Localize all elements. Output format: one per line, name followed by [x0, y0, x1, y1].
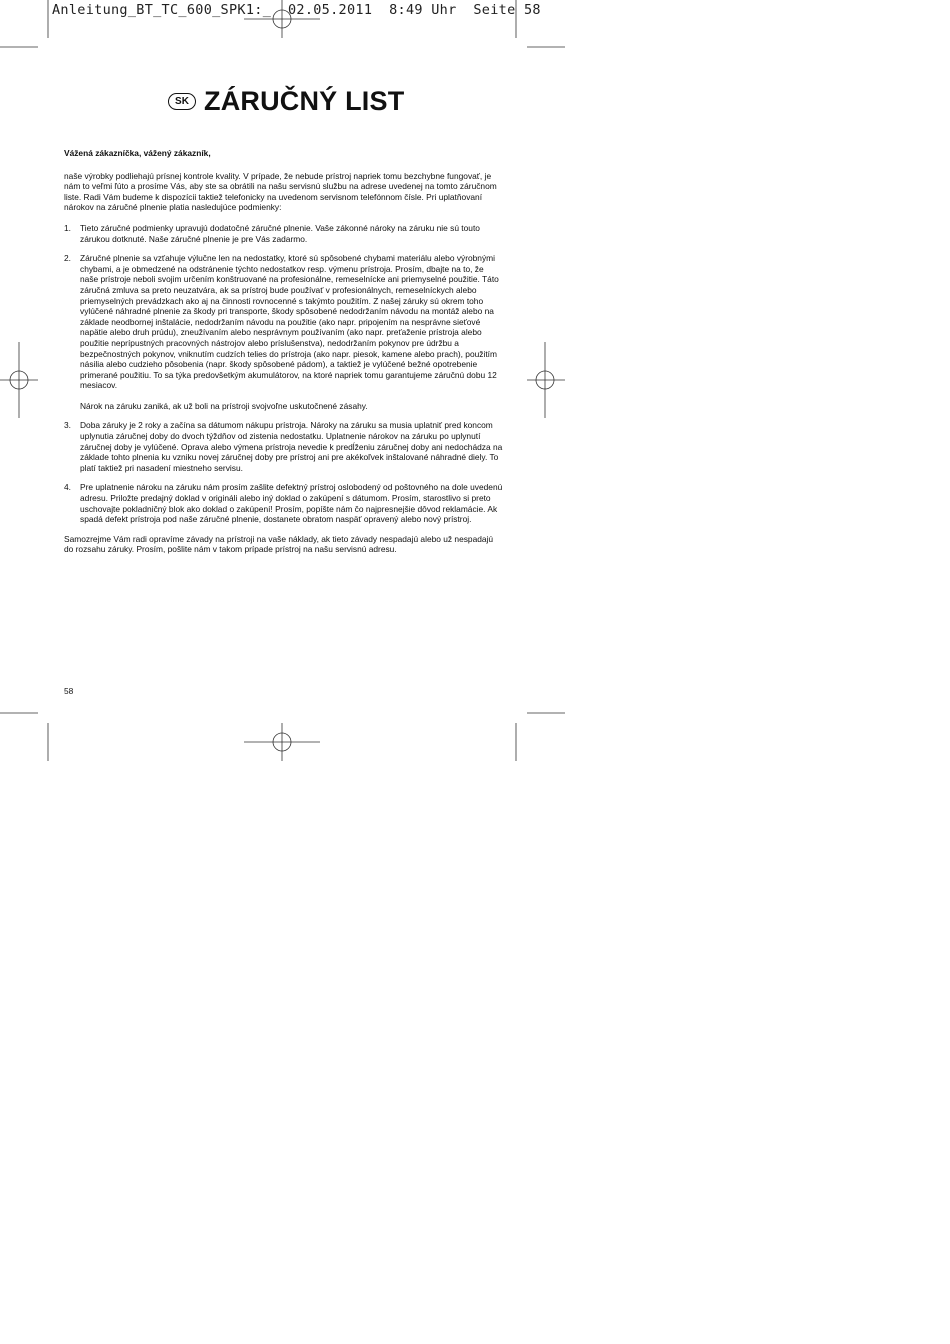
condition-item: [64, 253, 504, 411]
condition-number: 2.: [64, 253, 71, 264]
condition-item: [64, 482, 504, 524]
page-number: 58: [64, 686, 74, 696]
condition-text: Tieto záručné podmienky upravujú dodatočné záručné plnenie. Vaše zákonné nároky na záruku nie sú touto zárukou dotknuté. Naše záručné plnenie je pre Vás zadarmo.: [80, 222, 480, 244]
closing-paragraph: Samozrejme Vám radi opravíme závady na prístroji na vaše náklady, ak tieto závady nespadajú alebo už nespadajú do rozsahu záruky. Prosím, pošlite nám v takom prípade prístroj na našu servisnú adresu.: [64, 533, 494, 555]
condition-text: Záručné plnenie sa vzťahuje výlučne len na nedostatky, ktoré sú spôsobené chybami materiálu alebo výrobnými chybami, a je obmedzené na odstránenie týchto nedostatkov resp. výmenu prístroja. Prosím, dbajte na to, že naše prístroje neboli svojim určením konštruované na profesionálne, remeselnícke ani priemyselné použitie. Táto záručná zmluva sa preto neuzatvára, ak sa prístroj bude používať v profesionálnych, remeselníckych alebo priemyselných prevádzkach ako aj na činnosti rovnocenné s takýmto použitím. Z našej záruky sú okrem toho vylúčené náhradné plnenie za škody pri transporte, škody spôsobené nedodržaním návodu na montáž alebo na základe neodbornej inštalácie, nedodržaním návodu na použitie (ako napr. pripojením na nesprávne sieťové napätie alebo druh prúdu), zneužívaním alebo nesprávnym používaním (ako napr. preťaženie prístroja alebo použitie neprípustných pracovných nástrojov alebo príslušenstva), nedodržaním pokynov pre údržbu a bezpečnostných pokynov, vniknutím cudzích telies do prístroja (ako napr. piesok, kamene alebo prach), použitím násilia alebo cudzieho pôsobenia (napr. škody spôsobené pádom), a taktiež je vylúčené bežné opotrebenie primerané použitiu. To sa týka predovšetkým akumulátorov, na ktoré napriek tomu garantujeme záručnú dobu 12 mesiacov.: [80, 253, 499, 391]
intro-paragraph: naše výrobky podliehajú prísnej kontrole kvality. V prípade, že nebude prístroj napriek tomu bezchybne fungovať, je nám to veľmi ľúto a prosíme Vás, aby ste sa obrátili na našu servisnú službu na adrese uvedenej na tomto záručnom liste. Radi Vám budeme k dispozícii taktiež telefonicky na uvedenom servisnom telefónnom čísle. Pri uplatňovaní nárokov na záručné plnenie platia nasledujúce podmienky:: [64, 170, 497, 213]
page-title: ZÁRUČNÝ LIST: [204, 85, 405, 116]
title-row: [168, 84, 404, 118]
print-header: Anleitung_BT_TC_600_SPK1:_ 02.05.2011 8:49 Uhr Seite 58: [52, 2, 541, 18]
warranty-text: [64, 148, 504, 555]
conditions-list: [64, 223, 504, 525]
salutation: Vážená zákazníčka, vážený zákazník,: [64, 148, 211, 158]
condition-extra-text: Nárok na záruku zaniká, ak už boli na prístroji svojvoľne uskutočnené zásahy.: [80, 400, 368, 411]
condition-text: Doba záruky je 2 roky a začína sa dátumom nákupu prístroja. Nároky na záruku sa musia uplatniť pred koncom uplynutia záručnej doby do dvoch týždňov od zistenia nedostatku. Uplatnenie nárokov na záruku po uplynutí záručnej doby je vylúčené. Oprava alebo výmena prístroja nevedie k predĺženiu záručnej doby ani nedochádza na základe tohto plnenia ku vzniku novej záručnej doby pre prístroj ani pre akékoľvek inštalované náhradné diely. To platí taktiež pri nasadení miestneho servisu.: [80, 420, 503, 473]
language-badge: SK: [168, 93, 196, 110]
condition-number: 4.: [64, 482, 71, 493]
condition-number: 3.: [64, 420, 71, 431]
condition-item: [64, 223, 504, 244]
condition-number: 1.: [64, 222, 71, 233]
condition-text: Pre uplatnenie nároku na záruku nám prosím zašlite defektný prístroj oslobodený od poštovného na dole uvedenú adresu. Priložte predajný doklad v origináli alebo iný doklad o zakúpení s dátumom. Prosím, starostlivo si preto uschovajte pokladničný blok ako doklad o zakúpení! Prosím, popíšte nám čo najpresnejšie dôvod reklamácie. Ak spadá defekt prístroja pod naše záručné plnenie, dostanete obratom naspäť opravený alebo nový prístroj.: [80, 482, 503, 525]
condition-item: [64, 420, 504, 473]
